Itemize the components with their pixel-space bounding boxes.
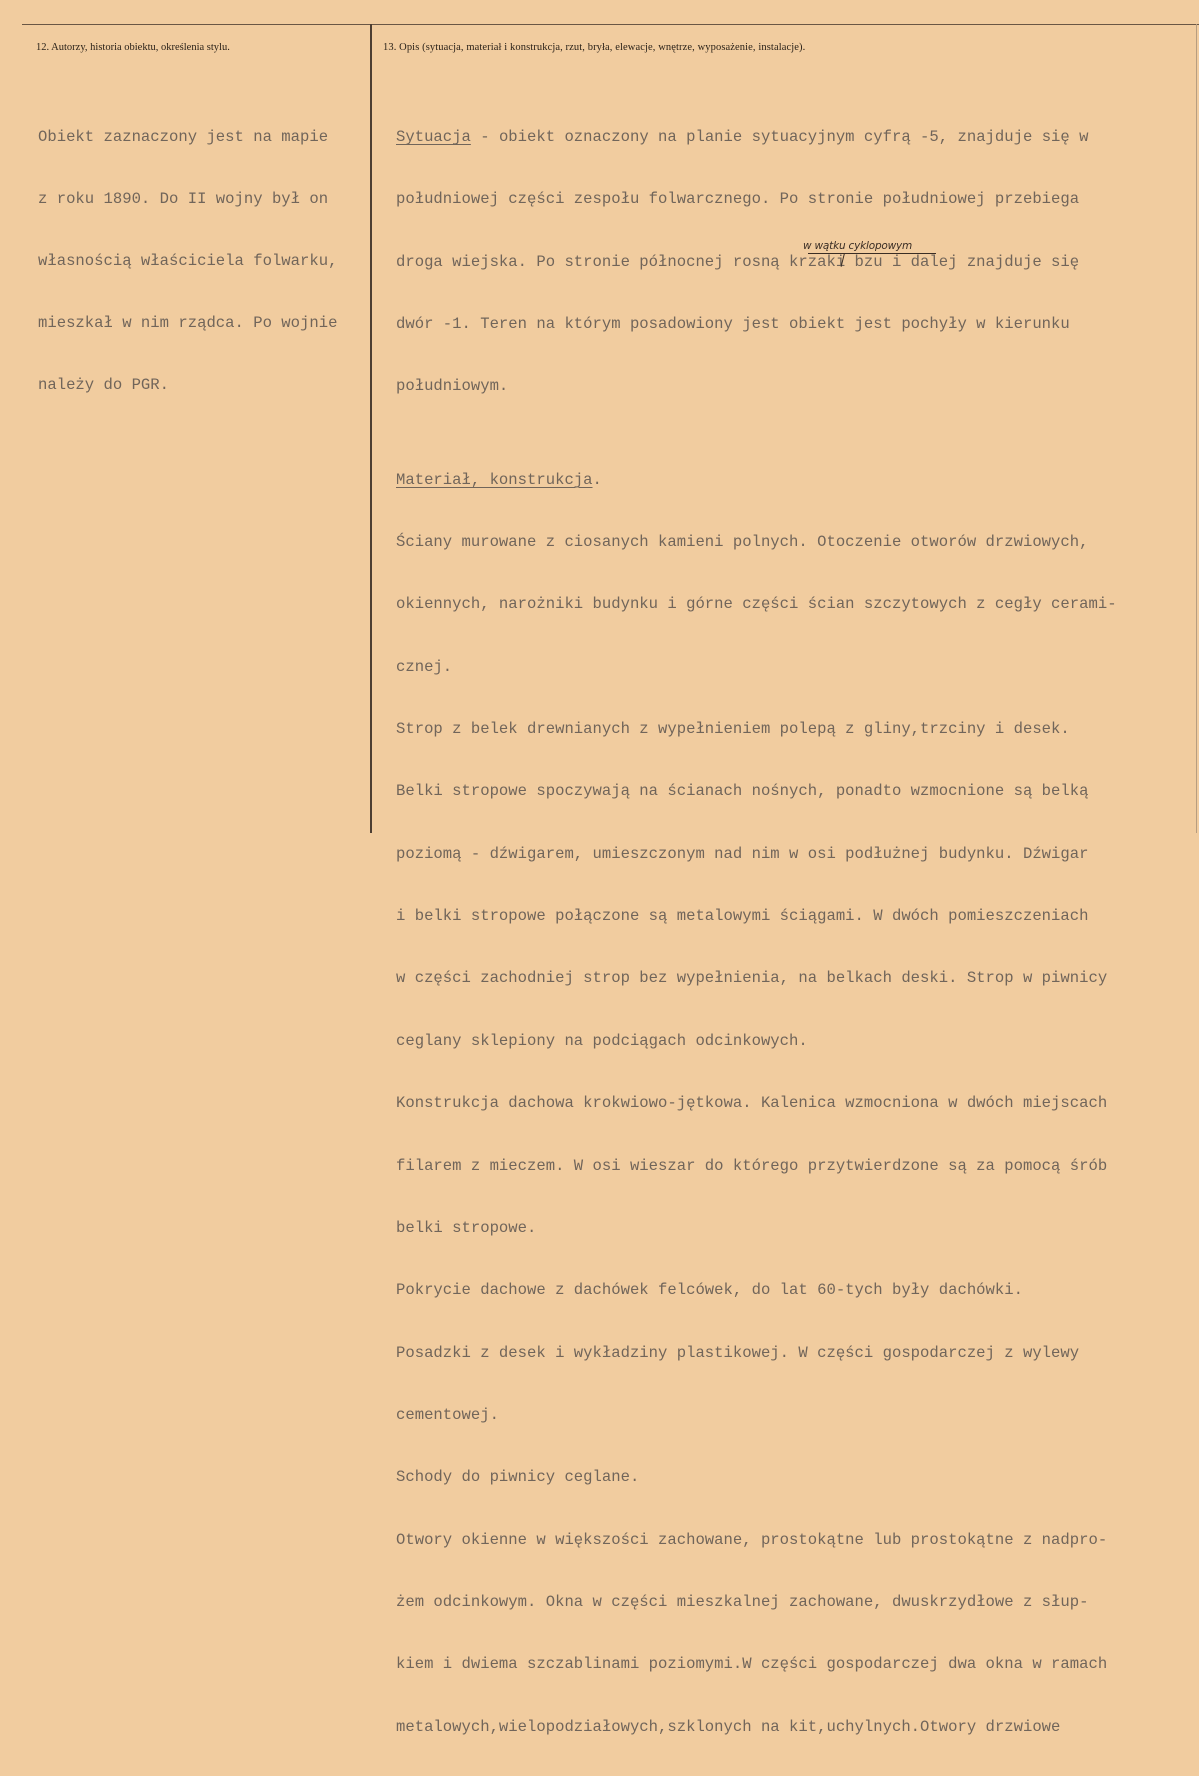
form-top-rule [22, 24, 1199, 25]
description-line: cementowej. [396, 1405, 499, 1424]
description-line: południowej części zespołu folwarcznego. Po stronie południowej przebiega [396, 190, 1080, 209]
description-line: Konstrukcja dachowa krokwiowo-jętkowa. Kalenica wzmocniona w dwóch miejscach [396, 1094, 1108, 1113]
description-line: belki stropowe. [396, 1218, 537, 1237]
sytuacja-text: - obiekt oznaczony na planie sytuacyjnym cyfrą -5, znajduje się w [470, 128, 1089, 146]
description-line: żem odcinkowym. Okna w części mieszkalnej zachowane, dwuskrzydłowe z słup- [396, 1592, 1089, 1611]
description-line: Ściany murowane z ciosanych kamieni polnych. Otoczenie otworów drzwiowych, [396, 533, 1089, 552]
description-line: w części zachodniej strop bez wypełnienia, na belkach deski. Strop w piwnicy [396, 969, 1108, 988]
handwritten-insertion-rule [808, 253, 936, 254]
description-line: Pokrycie dachowe z dachówek felcówek, do lat 60-tych były dachówki. [396, 1281, 1023, 1300]
description-line: dwór -1. Teren na którym posadowiony jest obiekt jest pochyły w kierunku [396, 315, 1070, 334]
description-line: okiennych, narożniki budynku i górne części ścian szczytowych z cegły cerami- [396, 595, 1117, 614]
description-line: ceglany sklepiony na podciągach odcinkowych. [396, 1031, 808, 1050]
field-12-content [38, 88, 337, 434]
description-line: Posadzki z desek i wykładziny plastikowej. W części gospodarczej z wylewy [396, 1343, 1080, 1362]
description-line: kiem i dwiema szczablinami poziomymi.W części gospodarczej dwa okna w ramach [396, 1655, 1108, 1674]
column-divider [370, 24, 372, 833]
field-13-content [396, 88, 1117, 1776]
description-line: metalowych,wielopodziałowych,szklonych na kit,uchylnych.Otwory drzwiowe [396, 1717, 1061, 1736]
description-line: Belki stropowe spoczywają na ścianach nośnych, ponadto wzmocnione są belką [396, 782, 1089, 801]
description-line: filarem z mieczem. W osi wieszar do którego przytwierdzone są za pomocą śrób [396, 1156, 1108, 1175]
description-line: Otwory okienne w większości zachowane, prostokątne lub prostokątne z nadpro- [396, 1530, 1108, 1549]
sheet-right-edge [1196, 24, 1197, 833]
history-line: własnością właściciela folwarku, [38, 252, 338, 270]
description-line: południowym. [396, 377, 509, 396]
material-heading-end: . [592, 470, 602, 489]
description-line: i belki stropowe połączone są metalowymi ściągami. W dwóch pomieszczeniach [396, 907, 1089, 926]
material-heading: Materiał, konstrukcja [396, 470, 593, 489]
description-line: Strop z belek drewnianych z wypełnieniem polepą z gliny,trzciny i desek. [396, 720, 1070, 739]
handwritten-insertion: w wątku cyklopowym [803, 240, 913, 252]
history-line: Obiekt zaznaczony jest na mapie [38, 128, 329, 146]
description-line: poziomą - dźwigarem, umieszczonym nad nim w osi podłużnej budynku. Dźwigar [396, 844, 1089, 863]
description-line [396, 467, 1117, 493]
field-12-header: 12. Autorzy, historia obiektu, określenia stylu. [36, 42, 230, 53]
field-13-header: 13. Opis (sytuacja, materiał i konstrukcja, rzut, bryła, elewacje, wnętrze, wyposażenie, instalacje). [383, 42, 806, 53]
description-line: cznej. [396, 657, 453, 676]
history-line: mieszkał w nim rządca. Po wojnie [38, 314, 338, 332]
description-line [396, 124, 1117, 150]
description-line: droga wiejska. Po stronie północnej rosną krzaki bzu i dalej znajduje się [396, 252, 1080, 271]
sytuacja-heading: Sytuacja [396, 128, 471, 146]
history-line: należy do PGR. [38, 376, 170, 394]
description-line: Schody do piwnicy ceglane. [396, 1468, 640, 1487]
history-line: z roku 1890. Do II wojny był on [38, 190, 329, 208]
